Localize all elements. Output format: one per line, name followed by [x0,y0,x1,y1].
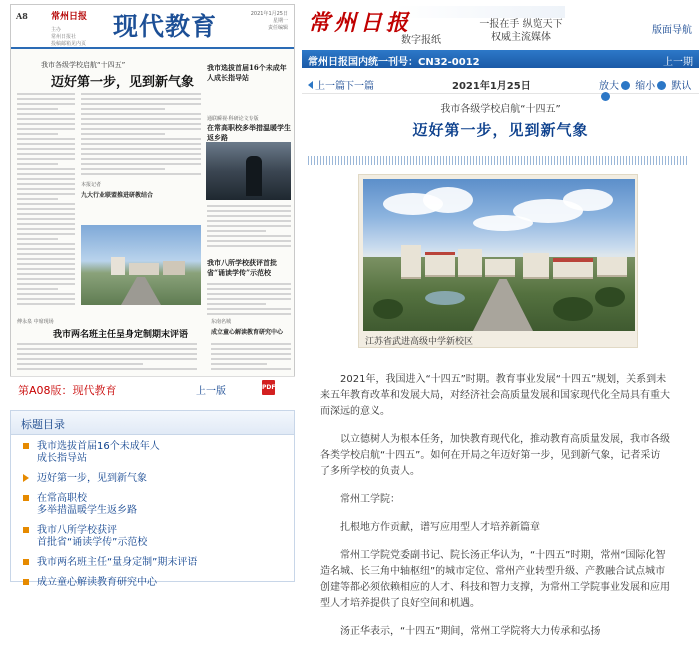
edition-label[interactable]: 第A08版：现代教育 [18,384,117,397]
prev-article-link[interactable] [308,77,345,92]
photo-caption: 江苏省武进高级中学新校区 [365,337,474,347]
toc-item[interactable] [23,577,294,589]
toc-item-line: 多举措温暖学生返乡路 [37,505,137,516]
toc-item-line: 我市两名班主任“量身定制”期末评语 [37,557,198,568]
zoom-out-button[interactable]: 缩小 [635,81,656,92]
page-bottom-right-label: 东南名城 [211,319,232,325]
toc-item-line: 首批省“诵读学传”示范校 [37,537,148,548]
arrow-bullet-icon [23,474,29,482]
article-paragraph: 2021年，我国进入“十四五”时期。教育事业发展“十四五”规划，关系到未来五年教育改革和发展大局，对经济社会高质量发展和国家现代化全局具有重大而深远的意义。 [320,374,670,417]
slogan-line: 权威主流媒体 [491,32,551,43]
page-meta [51,27,86,48]
page-photo-campus [81,225,201,305]
page-meta-line: 主办 [51,27,62,33]
article-subtitle: 我市各级学校启航“十四五” [440,104,561,115]
article-paragraph: 扎根地方作贡献，谱写应用型人才培养新篇章 [340,522,540,533]
left-panel [0,0,300,645]
toc-title: 标题目录 [11,411,294,435]
page-date-line: 责任编辑 [267,25,288,31]
site-header [300,0,699,48]
page-edition: A8 [16,11,28,21]
page-text-block [207,283,291,318]
zoom-out-icon[interactable] [657,81,666,90]
page-date-line: 星期一 [272,18,288,24]
article-body [320,372,670,645]
title-directory [10,410,295,588]
toc-item[interactable] [23,493,294,517]
page-text-block [81,93,201,178]
page-photo-small [206,142,291,200]
page-side-title: 我市八所学校获评首批省“诵读学传”示范校 [207,258,277,277]
page-text-block [207,205,291,250]
page-masthead: 现代教育 [113,12,218,41]
page-footer [10,376,295,398]
square-bullet-icon [23,579,29,585]
article-paragraph: 常州工学院： [340,494,400,505]
article-paragraph: 汤正华表示，“十四五”期间，常州工学院将大力传承和弘扬 [340,626,601,637]
reset-zoom-button[interactable]: 默认 [671,81,692,92]
prev-article-label: 上一篇 [315,81,345,92]
page-text-block [211,343,291,373]
toc-item-line: 在常高职校 [37,493,87,504]
toc-item-active[interactable] [23,473,294,485]
article-toolbar [302,72,699,94]
prev-issue-link[interactable]: 上一期 [663,57,693,68]
header-decoration [395,6,565,18]
zoom-in-button[interactable]: 放大 [599,81,619,92]
toc-item-line: 我市选拔首届16个未成年人 [37,441,160,452]
page-date [228,11,288,32]
toc-item-line: 成长指导站 [37,453,87,464]
page-logo: 常州日报 [51,12,88,22]
page-text-block [17,93,75,308]
toc-item[interactable] [23,557,294,569]
registration-bar [302,50,699,68]
pdf-icon[interactable]: PDF [262,380,275,395]
page-bottom-title: 我市两名班主任呈身定制期末评语 [53,330,189,340]
page-headline: 迈好第一步，见到新气象 [51,75,195,90]
toc-item-line: 我市八所学校获评 [37,525,117,536]
article-photo-frame [358,174,638,348]
digital-paper-label: 数字报纸 [401,35,441,46]
page-bottom-kicker: 傅永泉 中席现场 [17,319,54,325]
article-paragraph: 常州工学院党委副书记、院长汤正华认为，“十四五”时期，常州“国际化智造名城、长三角中轴枢纽”的城市定位、常州产业转型升级、产教融合试点城市创建等都必须依赖相应的人才、科技和智力支撑，为常州工学院事业发展和应用型人才培养提供了良好空间和机遇。 [320,550,670,609]
page-bottom-right-title: 成立童心解读教育研究中心 [211,329,284,336]
page-side-label: 通联瞬视·科研论文专版 [207,116,259,122]
toc-item[interactable] [23,441,294,465]
registration-number: 常州日报国内统一刊号：CN32-0012 [308,57,480,68]
toc-list [11,435,294,589]
page-date-line: 2021年1月25日 [250,11,288,17]
page-text-block [17,343,197,373]
page-navigation-link[interactable]: 版面导航 [652,25,692,36]
article-panel [300,0,699,645]
slogan-line: 一报在手 纵览天下 [479,19,563,30]
page-side-title: 我市选拔首届16个未成年人成长指导站 [207,63,287,82]
square-bullet-icon [23,559,29,565]
zoom-in-icon[interactable] [621,81,630,90]
toc-item-line: 成立童心解读教育研究中心 [37,577,157,588]
toc-item[interactable] [23,525,294,549]
square-bullet-icon [23,443,29,449]
campus-photo[interactable] [363,179,635,331]
page-side-title: 在常高职校多举措温暖学生返乡路 [207,123,291,142]
article-title: 迈好第一步，见到新气象 [412,121,589,139]
next-article-link[interactable]: 下一篇 [344,81,374,92]
page-side-title: 九大行业联盟推进研教结合 [81,192,154,199]
newspaper-page-thumbnail[interactable] [10,4,295,397]
triangle-left-icon [308,81,313,89]
article-heading [302,100,699,140]
prev-page-link[interactable]: 上一版 [196,386,226,397]
square-bullet-icon [23,495,29,501]
issue-date: 2021年1月25日 [452,81,531,92]
toc-item-line: 迈好第一步，见到新气象 [37,473,147,484]
square-bullet-icon [23,527,29,533]
page-meta-line: 常州日报社 [51,34,77,40]
site-slogan [476,18,566,44]
page-meta-line: 投稿邮箱见内页 [51,41,87,47]
page-kicker: 我市各级学校启航“十四五” [41,61,126,69]
page-side-label: 本报记者 [81,182,102,188]
site-logo[interactable]: 常州日报 [308,10,413,36]
article-paragraph: 以立德树人为根本任务，加快教育现代化，推动教育高质量发展，我市各级各类学校启航“十四五”。如何在开局之年迈好第一步，见到新气象，记者采访了多所学校的负责人。 [320,434,670,477]
heading-divider [308,156,688,165]
